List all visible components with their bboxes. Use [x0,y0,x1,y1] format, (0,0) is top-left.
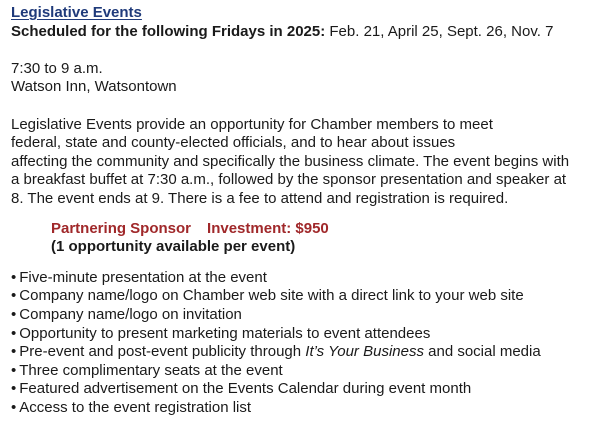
benefit-text-pre: Pre-event and post-event publicity through [19,343,306,361]
bullet-icon: • [11,324,17,342]
description-line: a breakfast buffet at 7:30 a.m., followed by the sponsor presentation and speaker at [11,171,567,189]
description-line: federal, state and county-elected officials, and to hear about issues [11,134,456,152]
event-time: 7:30 to 9 a.m. [11,59,103,77]
benefit-item [11,269,596,288]
benefit-text: Company name/logo on invitation [19,305,242,323]
sponsor-heading [51,220,596,239]
benefit-text: Access to the event registration list [19,398,252,416]
description-line: affecting the community and specifically the business climate. The event begins with [11,152,570,170]
bullet-icon: • [11,398,17,416]
event-document [11,4,596,417]
benefits-list [11,269,596,418]
benefit-item [11,343,596,362]
benefit-text: Five-minute presentation at the event [19,268,267,286]
spacer [11,41,596,60]
event-description [11,116,596,209]
bullet-icon: • [11,380,17,398]
event-title-link[interactable]: Legislative Events [11,4,142,21]
sponsor-block [51,220,596,257]
spacer [11,97,596,116]
publication-name: It’s Your Business [305,343,424,361]
sponsor-investment: Investment: $950 [207,219,329,237]
benefit-item [11,287,596,306]
description-line: Legislative Events provide an opportunity for Chamber members to meet [11,115,493,133]
bullet-icon: • [11,305,17,323]
bullet-icon: • [11,343,17,361]
benefit-text: Three complimentary seats at the event [19,361,283,379]
benefit-text-post: and social media [423,343,541,361]
sponsor-level: Partnering Sponsor [51,219,192,237]
bullet-icon: • [11,287,17,305]
benefit-item [11,306,596,325]
schedule-line [11,23,596,42]
sponsor-availability: (1 opportunity available per event) [51,238,296,256]
benefit-text: Opportunity to present marketing materials to event attendees [19,324,431,342]
description-line: 8. The event ends at 9. There is a fee to attend and registration is required. [11,189,509,207]
benefit-text: Featured advertisement on the Events Calendar during event month [19,380,472,398]
schedule-dates: Feb. 21, April 25, Sept. 26, Nov. 7 [325,22,554,40]
schedule-label: Scheduled for the following Fridays in 2025: [11,22,326,40]
benefit-item [11,362,596,381]
benefit-item [11,325,596,344]
benefit-item [11,380,596,399]
bullet-icon: • [11,361,17,379]
bullet-icon: • [11,268,17,286]
event-location: Watson Inn, Watsontown [11,78,177,96]
benefit-item [11,399,596,418]
benefit-text: Company name/logo on Chamber web site with a direct link to your web site [19,287,524,305]
